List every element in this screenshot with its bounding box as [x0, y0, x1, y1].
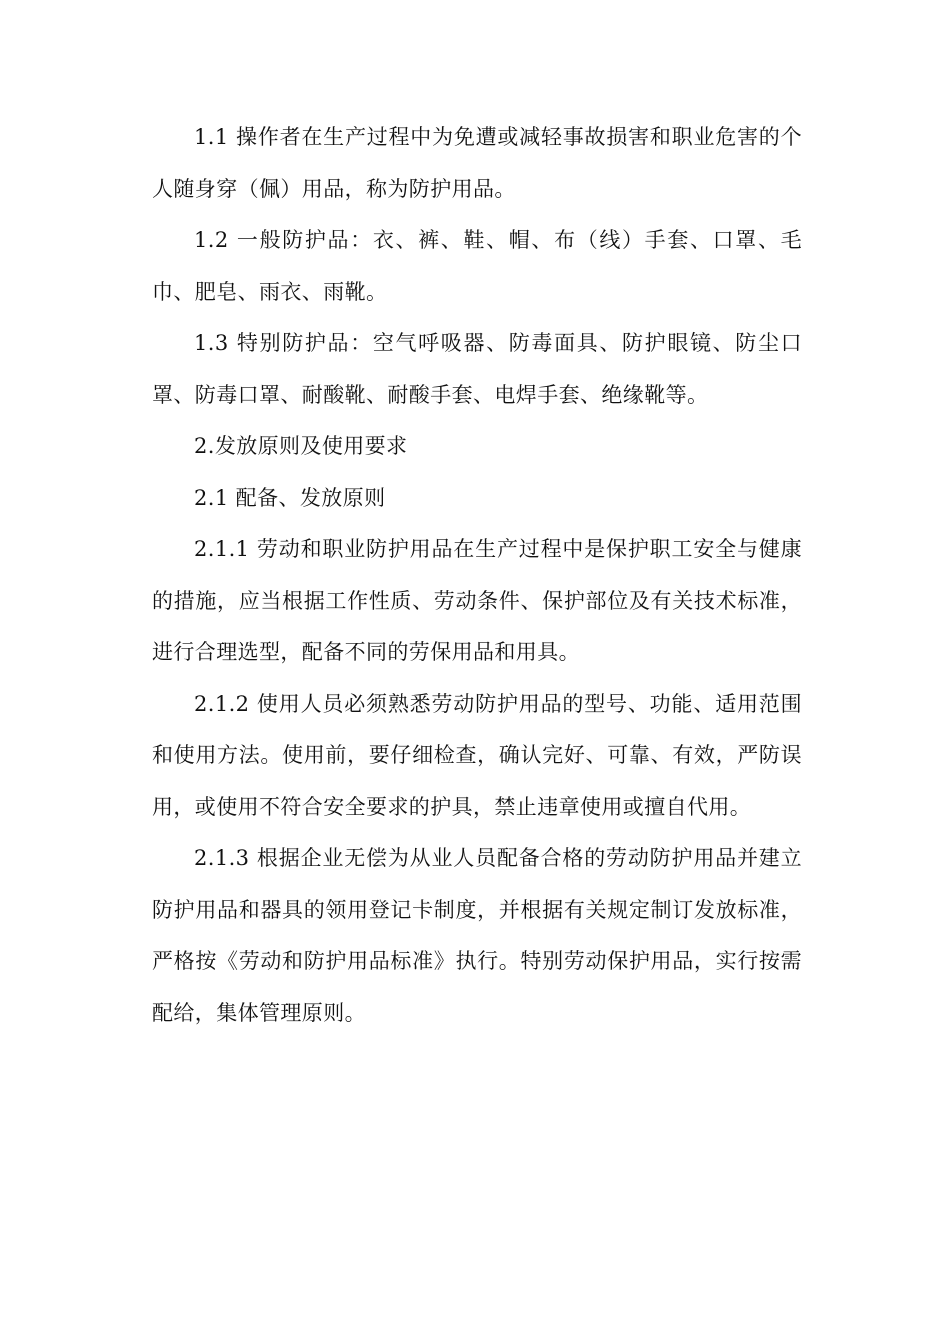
- paragraph-2-1-1: 2.1.1 劳动和职业防护用品在生产过程中是保护职工安全与健康的措施，应当根据工作性质、劳动条件、保护部位及有关技术标准，进行合理选型，配备不同的劳保用品和用具。: [152, 537, 802, 664]
- paragraph-2-1-3: 2.1.3 根据企业无偿为从业人员配备合格的劳动防护用品并建立防护用品和器具的领用登记卡制度，并根据有关规定制订发放标准，严格按《劳动和防护用品标准》执行。特别劳动保护用品，实行按需配给，集体管理原则。: [152, 846, 802, 1025]
- paragraph-1-3: 1.3 特别防护品：空气呼吸器、防毒面具、防护眼镜、防尘口罩、防毒口罩、耐酸靴、耐酸手套、电焊手套、绝缘靴等。: [152, 331, 802, 407]
- paragraph-1-2: 1.2 一般防护品：衣、裤、鞋、帽、布（线）手套、口罩、毛巾、肥皂、雨衣、雨靴。: [152, 228, 802, 304]
- subsection-heading-2-1: 2.1 配备、发放原则: [194, 485, 386, 510]
- paragraph-2-1-2: 2.1.2 使用人员必须熟悉劳动防护用品的型号、功能、适用范围和使用方法。使用前，要仔细检查，确认完好、可靠、有效，严防误用，或使用不符合安全要求的护具，禁止违章使用或擅自代用。: [152, 691, 802, 819]
- paragraph-1-1: 1.1 操作者在生产过程中为免遭或减轻事故损害和职业危害的个人随身穿（佩）用品，称为防护用品。: [152, 125, 802, 201]
- section-heading-2: 2.发放原则及使用要求: [194, 434, 408, 458]
- document-body: [152, 112, 802, 1039]
